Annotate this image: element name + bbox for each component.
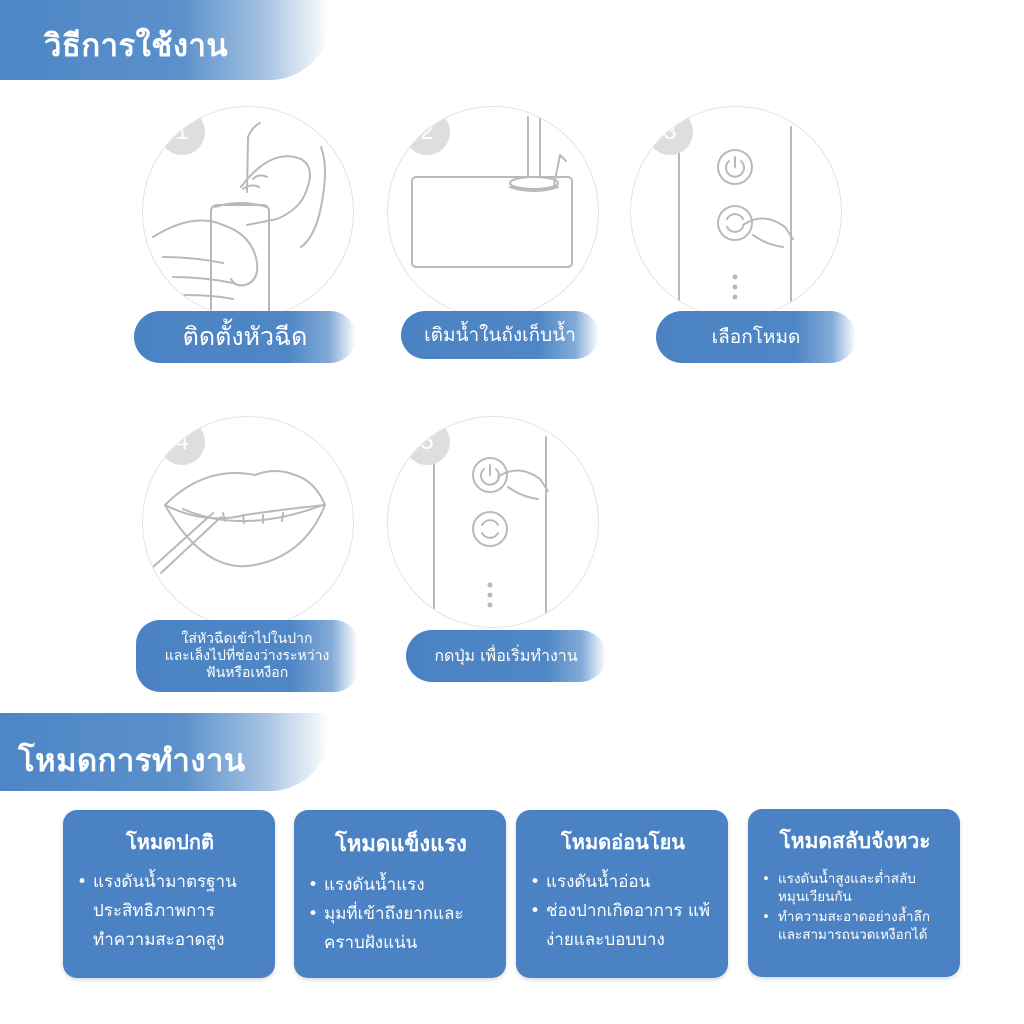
modes-header bbox=[0, 713, 330, 791]
mode-card-item: • แรงดันน้ำมาตรฐาน ประสิทธิภาพการ ทำความสะอาดสูง bbox=[77, 868, 263, 955]
step-3-label-pill bbox=[656, 311, 856, 363]
step-5-label-pill bbox=[406, 630, 606, 682]
step-2-circle bbox=[387, 106, 599, 318]
step-4-label-line-1: ใส่หัวฉีดเข้าไปในปาก bbox=[181, 630, 313, 647]
mode-card-item: • แรงดันน้ำแรง bbox=[308, 871, 494, 900]
mode-card-title: โหมดปกติ bbox=[126, 830, 214, 854]
modes-title: โหมดการทำงาน bbox=[18, 743, 246, 779]
step-1-circle bbox=[142, 106, 354, 318]
how-to-use-title: วิธีการใช้งาน bbox=[44, 28, 229, 64]
mode-card-normal bbox=[63, 810, 275, 978]
step-4-circle bbox=[142, 416, 354, 628]
step-5-label: กดปุ่ม เพื่อเริ่มทำงาน bbox=[434, 645, 578, 665]
step-5-number: 5 bbox=[404, 419, 450, 465]
step-4 bbox=[142, 416, 354, 628]
step-1-label: ติดตั้งหัวฉีด bbox=[182, 322, 308, 351]
step-3-number: 3 bbox=[647, 109, 693, 155]
step-4-label-line-3: ฟันหรือเหงือก bbox=[205, 664, 289, 681]
mode-card-item: • ทำความสะอาดอย่างล้ำลึก และสามารถนวดเหงือกได้ bbox=[762, 908, 948, 944]
step-3-circle bbox=[630, 106, 842, 318]
mode-card-strong bbox=[294, 810, 506, 978]
mode-card-item: • แรงดันน้ำสูงและต่ำสลับ หมุนเวียนกัน bbox=[762, 870, 948, 906]
mode-card-pulse bbox=[748, 809, 960, 977]
mode-card-item: • ช่องปากเกิดอาการ แพ้ง่ายและบอบบาง bbox=[530, 897, 716, 955]
step-4-label-pill bbox=[136, 620, 358, 692]
mode-card-title: โหมดสลับจังหวะ bbox=[779, 829, 931, 853]
step-2-label-pill bbox=[401, 311, 599, 359]
mode-card-title: โหมดอ่อนโยน bbox=[561, 830, 685, 854]
how-to-use-header bbox=[0, 0, 330, 80]
mode-card-title: โหมดแข็งแรง bbox=[335, 832, 467, 857]
step-4-number: 4 bbox=[159, 419, 205, 465]
step-1 bbox=[142, 106, 354, 318]
step-2 bbox=[387, 106, 599, 318]
mode-card-item: • แรงดันน้ำอ่อน bbox=[530, 868, 716, 897]
mode-card-item: • มุมที่เข้าถึงยากและ คราบฝังแน่น bbox=[308, 900, 494, 958]
step-5-circle bbox=[387, 416, 599, 628]
step-2-label: เติมน้ำในถังเก็บน้ำ bbox=[424, 324, 576, 346]
step-3-label: เลือกโหมด bbox=[711, 326, 801, 348]
step-1-number: 1 bbox=[159, 109, 205, 155]
step-5 bbox=[387, 416, 599, 628]
step-2-number: 2 bbox=[404, 109, 450, 155]
mode-card-gentle bbox=[516, 810, 728, 978]
step-4-label-line-2: และเล็งไปที่ช่องว่างระหว่าง bbox=[164, 647, 330, 664]
step-1-label-pill bbox=[134, 311, 356, 363]
step-3 bbox=[630, 106, 842, 318]
